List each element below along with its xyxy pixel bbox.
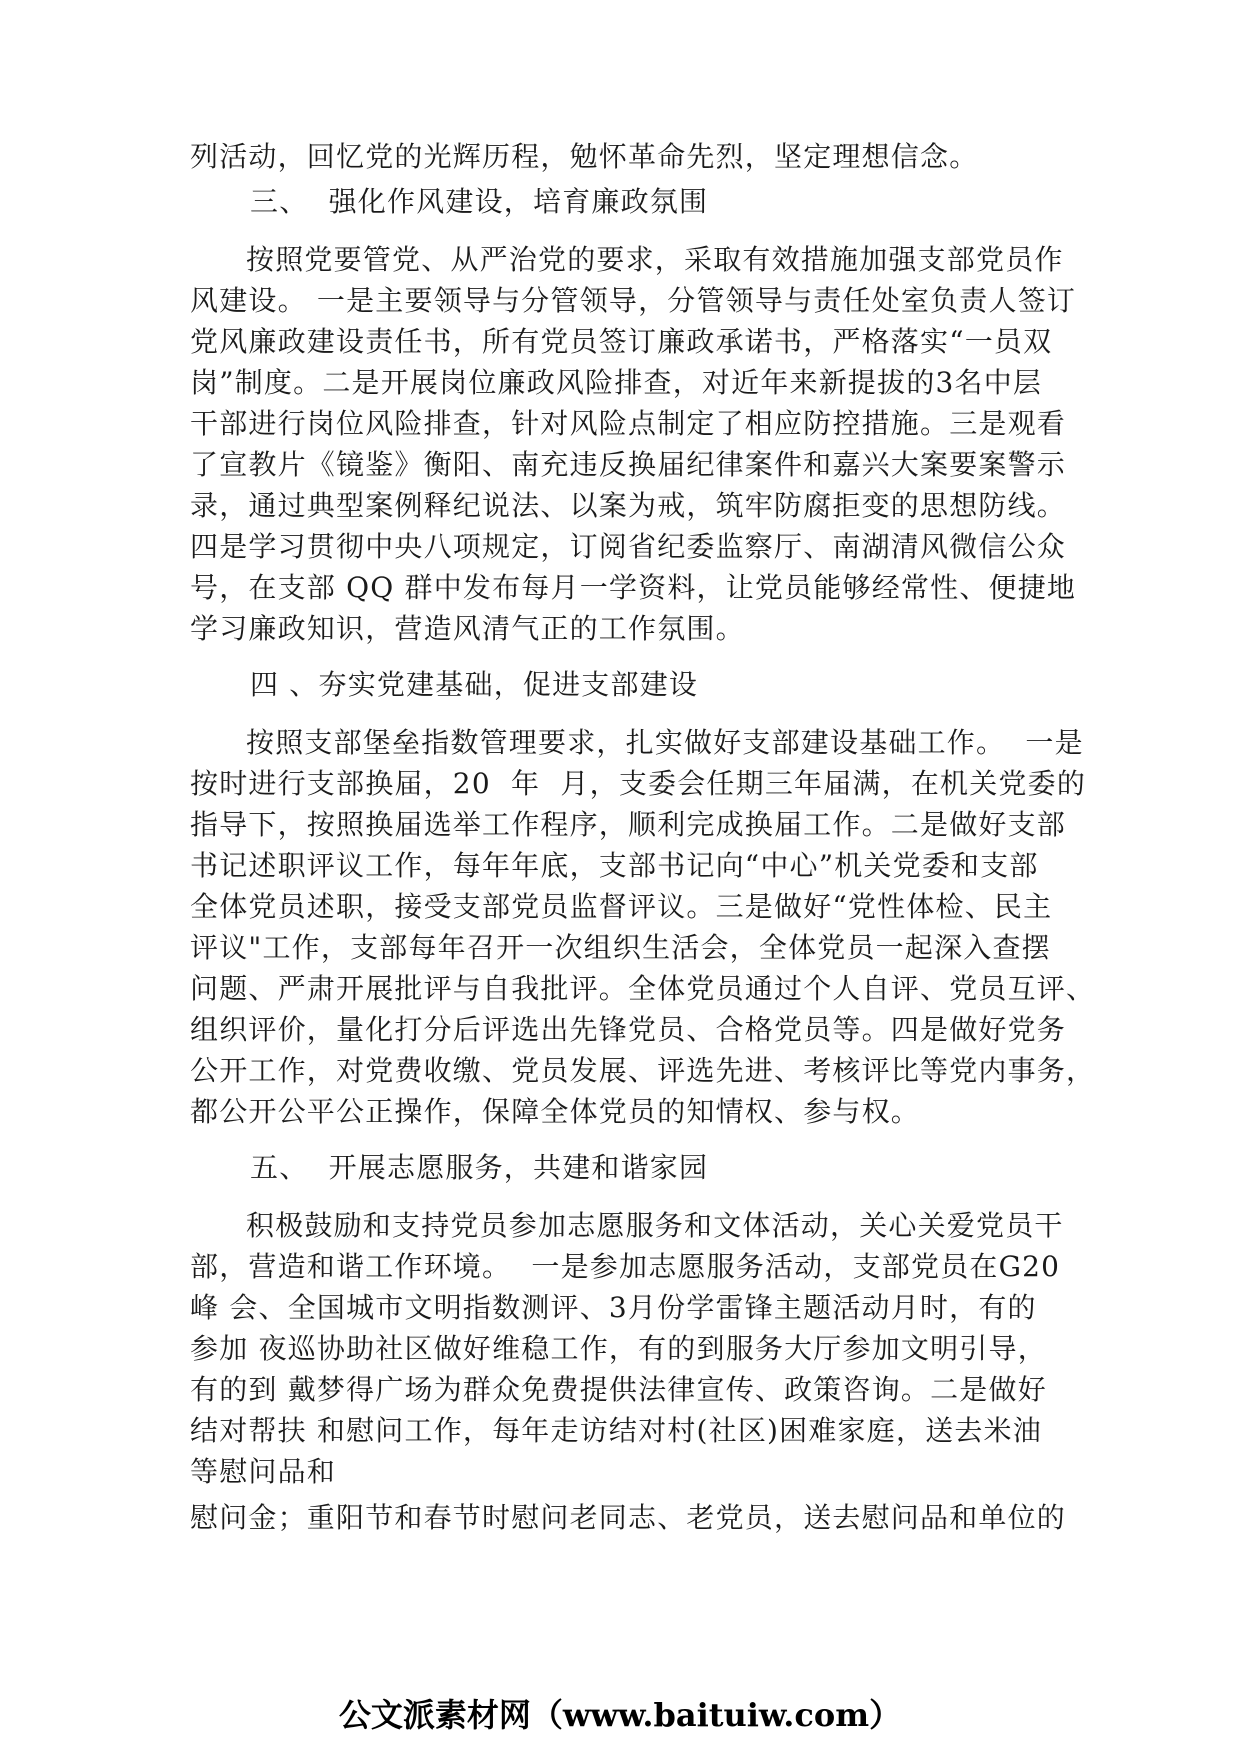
section-heading-5 [190,1147,1050,1188]
text-line: 风建设。 一是主要领导与分管领导，分管领导与责任处室负责人签订 [190,284,1077,317]
paragraph-section-5 [190,1205,1064,1492]
text-line: 录，通过典型案例释纪说法、以案为戒，筑牢防腐拒变的思想防线。 [190,489,1067,522]
text-line: 峰 会、全国城市文明指数测评、3月份学雷锋主题活动月时，有的 [190,1291,1037,1324]
heading-line: 五、 开展志愿服务，共建和谐家园 [250,1151,709,1184]
text-line: 结对帮扶 和慰问工作，每年走访结对村(社区)困难家庭，送去米油 [190,1414,1042,1447]
text-line: 都公开公平公正操作，保障全体党员的知情权、参与权。 [190,1095,921,1128]
text-line: 学习廉政知识，营造风清气正的工作氛围。 [190,612,745,645]
text-line: 公开工作，对党费收缴、党员发展、评选先进、考核评比等党内事务， [190,1054,1096,1087]
text-line: 参加 夜巡协助社区做好维稳工作，有的到服务大厅参加文明引导， [190,1332,1047,1365]
text-line: 列活动，回忆党的光辉历程，勉怀革命先烈，坚定理想信念。 [190,140,979,173]
paragraph-continued [190,1497,1067,1538]
heading-line: 四 、夯实党建基础，促进支部建设 [250,668,699,701]
text-line: 干部进行岗位风险排查，针对风险点制定了相应防控措施。三是观看 [190,407,1067,440]
section-heading-4 [190,664,1050,705]
text-line: 慰问金；重阳节和春节时慰问老同志、老党员，送去慰问品和单位的 [190,1501,1067,1534]
text-line: 党风廉政建设责任书，所有党员签订廉政承诺书，严格落实“一员双 [190,325,1053,358]
text-line: 按时进行支部换届，20 年 月，支委会任期三年届满，在机关党委的 [190,767,1087,800]
text-line: 岗”制度。二是开展岗位廉政风险排查，对近年来新提拔的3名中层 [190,366,1043,399]
text-line: 号，在支部 QQ 群中发布每月一学资料，让党员能够经常性、便捷地 [190,571,1077,604]
text-line: 书记述职评议工作，每年年底，支部书记向“中心”机关党委和支部 [190,849,1039,882]
text-line: 按照支部堡垒指数管理要求，扎实做好支部建设基础工作。 一是 [246,726,1084,759]
text-line: 了宣教片《镜鉴》衡阳、南充违反换届纪律案件和嘉兴大案要案警示 [190,448,1067,481]
heading-line: 三、 强化作风建设，培育廉政氛围 [250,185,709,218]
text-line: 等慰问品和 [190,1455,337,1488]
text-line: 有的到 戴梦得广场为群众免费提供法律宣传、政策咨询。二是做好 [190,1373,1047,1406]
text-line: 评议"工作，支部每年召开一次组织生活会，全体党员一起深入查摆 [190,931,1051,964]
text-line: 问题、严肃开展批评与自我批评。全体党员通过个人自评、党员互评、 [190,972,1096,1005]
text-line: 组织评价，量化打分后评选出先锋党员、合格党员等。四是做好党务 [190,1013,1067,1046]
text-line: 部，营造和谐工作环境。 一是参加志愿服务活动，支部党员在G20 [190,1250,1061,1283]
paragraph-continuation [190,136,1050,177]
text-line: 四是学习贯彻中央八项规定，订阅省纪委监察厅、南湖清风微信公众 [190,530,1067,563]
text-line: 指导下，按照换届选举工作程序，顺利完成换届工作。二是做好支部 [190,808,1067,841]
paragraph-section-4 [190,722,1096,1132]
footer-watermark: 公文派素材网（www.baituiw.com） [338,1696,902,1734]
section-heading-3 [190,181,1050,222]
text-line: 全体党员述职，接受支部党员监督评议。三是做好“党性体检、民主 [190,890,1053,923]
text-line: 按照党要管党、从严治党的要求，采取有效措施加强支部党员作 [246,243,1064,276]
text-line: 积极鼓励和支持党员参加志愿服务和文体活动，关心关爱党员干 [246,1209,1064,1242]
paragraph-section-3 [190,239,1077,649]
